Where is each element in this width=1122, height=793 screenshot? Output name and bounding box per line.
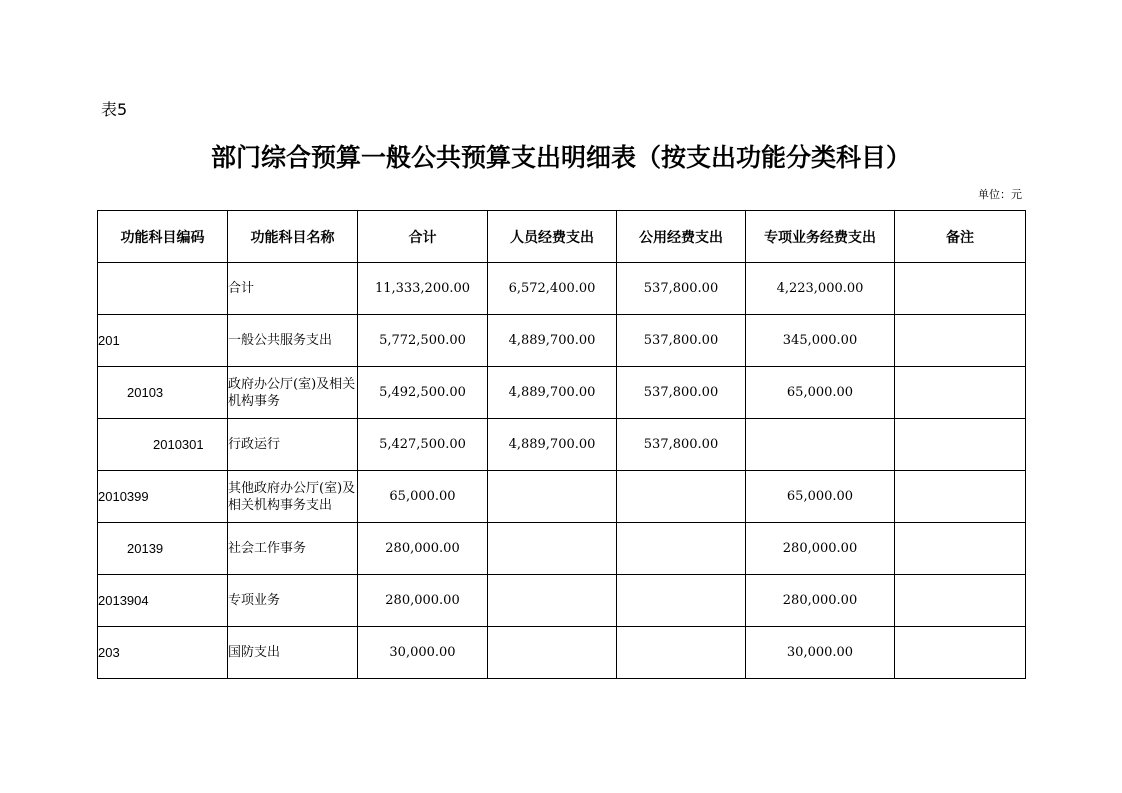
cell-code: 20103 — [98, 367, 228, 419]
cell-public — [617, 627, 746, 679]
cell-personnel: 4,889,700.00 — [488, 367, 617, 419]
cell-code: 203 — [98, 627, 228, 679]
table-row — [98, 315, 1026, 367]
cell-special: 4,223,000.00 — [746, 263, 895, 315]
table-row — [98, 471, 1026, 523]
cell-personnel: 4,889,700.00 — [488, 315, 617, 367]
cell-remark — [895, 315, 1026, 367]
cell-name: 社会工作事务 — [228, 523, 358, 575]
cell-total: 5,427,500.00 — [358, 419, 488, 471]
table-row — [98, 263, 1026, 315]
cell-public — [617, 471, 746, 523]
cell-total: 280,000.00 — [358, 523, 488, 575]
cell-public: 537,800.00 — [617, 263, 746, 315]
column-header-public: 公用经费支出 — [617, 211, 746, 263]
cell-special: 65,000.00 — [746, 367, 895, 419]
column-header-code: 功能科目编码 — [98, 211, 228, 263]
cell-personnel — [488, 471, 617, 523]
column-header-personnel: 人员经费支出 — [488, 211, 617, 263]
cell-code — [98, 263, 228, 315]
cell-name: 国防支出 — [228, 627, 358, 679]
cell-public: 537,800.00 — [617, 367, 746, 419]
table-row — [98, 523, 1026, 575]
cell-remark — [895, 367, 1026, 419]
cell-special: 345,000.00 — [746, 315, 895, 367]
cell-public — [617, 575, 746, 627]
cell-special: 30,000.00 — [746, 627, 895, 679]
cell-remark — [895, 523, 1026, 575]
header-row — [98, 211, 1026, 263]
page-title: 部门综合预算一般公共预算支出明细表（按支出功能分类科目） — [210, 143, 911, 172]
cell-code: 2010301 — [98, 419, 228, 471]
cell-name: 合计 — [228, 263, 358, 315]
cell-personnel: 6,572,400.00 — [488, 263, 617, 315]
table-row — [98, 627, 1026, 679]
cell-remark — [895, 627, 1026, 679]
cell-total: 11,333,200.00 — [358, 263, 488, 315]
cell-special: 280,000.00 — [746, 575, 895, 627]
table-row — [98, 419, 1026, 471]
cell-name: 政府办公厅(室)及相关机构事务 — [228, 367, 358, 419]
cell-remark — [895, 263, 1026, 315]
cell-total: 280,000.00 — [358, 575, 488, 627]
budget-table — [97, 210, 1026, 679]
column-header-name: 功能科目名称 — [228, 211, 358, 263]
column-header-special: 专项业务经费支出 — [746, 211, 895, 263]
cell-special — [746, 419, 895, 471]
cell-total: 5,772,500.00 — [358, 315, 488, 367]
cell-code: 2010399 — [98, 471, 228, 523]
column-header-remark: 备注 — [895, 211, 1026, 263]
cell-total: 65,000.00 — [358, 471, 488, 523]
cell-code: 2013904 — [98, 575, 228, 627]
cell-remark — [895, 471, 1026, 523]
cell-total: 5,492,500.00 — [358, 367, 488, 419]
cell-remark — [895, 419, 1026, 471]
cell-name: 行政运行 — [228, 419, 358, 471]
column-header-total: 合计 — [358, 211, 488, 263]
table-row — [98, 575, 1026, 627]
unit-label: 单位：元 — [978, 188, 1022, 201]
cell-public: 537,800.00 — [617, 315, 746, 367]
cell-public — [617, 523, 746, 575]
cell-public: 537,800.00 — [617, 419, 746, 471]
table-number: 表5 — [101, 100, 128, 119]
cell-remark — [895, 575, 1026, 627]
cell-special: 65,000.00 — [746, 471, 895, 523]
table-row — [98, 367, 1026, 419]
cell-code: 20139 — [98, 523, 228, 575]
cell-name: 一般公共服务支出 — [228, 315, 358, 367]
cell-name: 其他政府办公厅(室)及相关机构事务支出 — [228, 471, 358, 523]
cell-total: 30,000.00 — [358, 627, 488, 679]
cell-personnel — [488, 575, 617, 627]
cell-code: 201 — [98, 315, 228, 367]
cell-personnel: 4,889,700.00 — [488, 419, 617, 471]
cell-personnel — [488, 627, 617, 679]
cell-special: 280,000.00 — [746, 523, 895, 575]
cell-name: 专项业务 — [228, 575, 358, 627]
cell-personnel — [488, 523, 617, 575]
